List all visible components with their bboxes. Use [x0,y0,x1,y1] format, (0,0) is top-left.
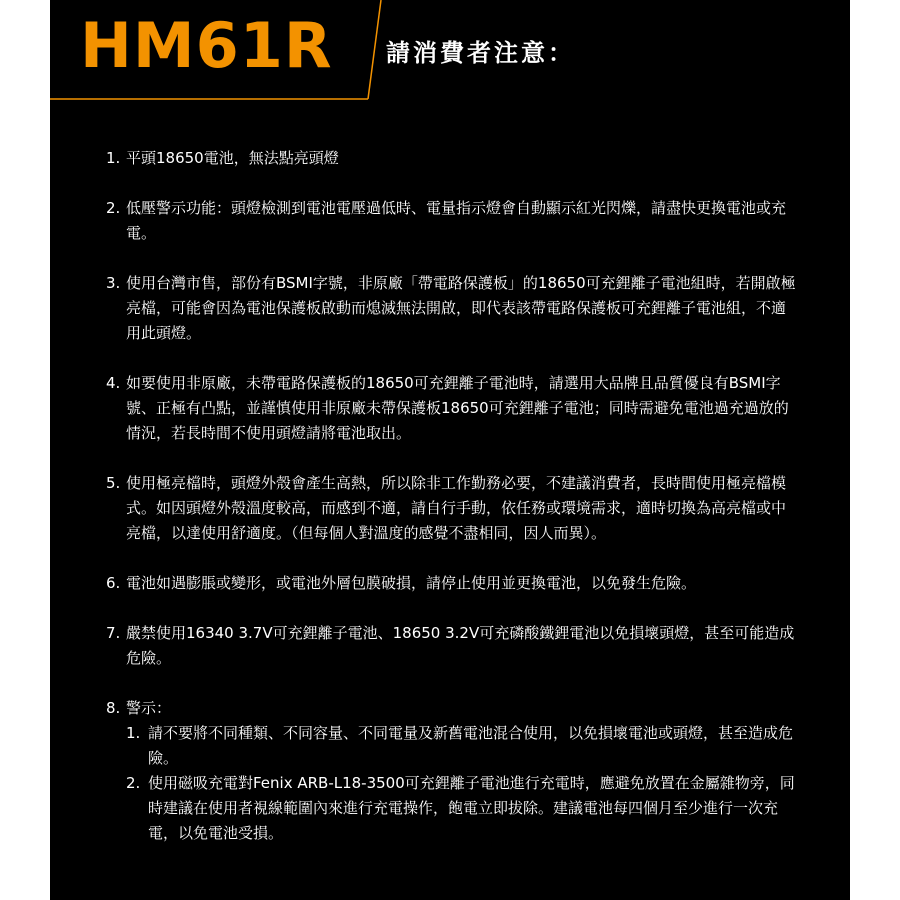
model-name: HM61R [80,9,333,82]
subitem-text: 使用磁吸充電對Fenix ARB-L18-3500可充鋰離子電池進行充電時，應避免放置在金屬雜物旁，同時建議在使用者視線範圍內來進行充電操作，飽電立即拔除。建議電池每四個月至少進行一次充電，以免電池受損。 [148,774,795,842]
item-number: 2. [106,199,121,217]
header [50,0,850,100]
notice-list [106,146,800,871]
notice-title: 請消費者注意： [386,39,575,67]
warning-sublist [126,721,800,846]
item-number: 1. [106,149,121,167]
item-text: 電池如遇膨脹或變形，或電池外層包膜破損，請停止使用並更換電池，以免發生危險。 [126,574,697,592]
notice-item-8-warning [106,696,800,846]
item-number: 5. [106,474,121,492]
notice-item-2 [106,196,800,246]
notice-item-7 [106,621,800,671]
item-number: 8. [106,699,121,717]
notice-item-3 [106,271,800,346]
item-text: 使用台灣市售，部份有BSMI字號，非原廠「帶電路保護板」的18650可充鋰離子電池組時，若開啟極亮檔，可能會因為電池保護板啟動而熄滅無法開啟，即代表該帶電路保護板可充鋰離子電池組，不適用此頭燈。 [126,274,796,342]
item-text: 如要使用非原廠，未帶電路保護板的18650可充鋰離子電池時，請選用大品牌且品質優良有BSMI字號、正極有凸點，並謹慎使用非原廠未帶保護板18650可充鋰離子電池；同時需避免電池過充過放的情況，若長時間不使用頭燈請將電池取出。 [126,374,789,442]
item-number: 6. [106,574,121,592]
item-text: 低壓警示功能：頭燈檢測到電池電壓過低時、電量指示燈會自動顯示紅光閃爍，請盡快更換電池或充電。 [126,199,787,242]
notice-item-5 [106,471,800,546]
warning-subitem-1 [126,721,800,771]
warning-label: 警示： [126,699,172,717]
notice-panel [50,0,850,900]
notice-item-4 [106,371,800,446]
subitem-text: 請不要將不同種類、不同容量、不同電量及新舊電池混合使用，以免損壞電池或頭燈，甚至造成危險。 [148,724,794,767]
subitem-number: 1. [126,724,141,742]
item-number: 3. [106,274,121,292]
subitem-number: 2. [126,774,141,792]
item-number: 7. [106,624,121,642]
item-text: 平頭18650電池，無法點亮頭燈 [126,149,339,167]
item-text: 使用極亮檔時，頭燈外殼會產生高熱，所以除非工作勤務必要，不建議消費者，長時間使用極亮檔模式。如因頭燈外殼溫度較高，而感到不適，請自行手動，依任務或環境需求，適時切換為高亮檔或中亮檔，以達使用舒適度。（但每個人對溫度的感覺不盡相同，因人而異）。 [126,474,787,542]
warning-subitem-2 [126,771,800,846]
item-text: 嚴禁使用16340 3.7V可充鋰離子電池、18650 3.2V可充磷酸鐵鋰電池以免損壞頭燈，甚至可能造成危險。 [126,624,795,667]
notice-item-6 [106,571,800,596]
notice-item-1 [106,146,800,171]
slash-accent [368,0,381,99]
item-number: 4. [106,374,121,392]
